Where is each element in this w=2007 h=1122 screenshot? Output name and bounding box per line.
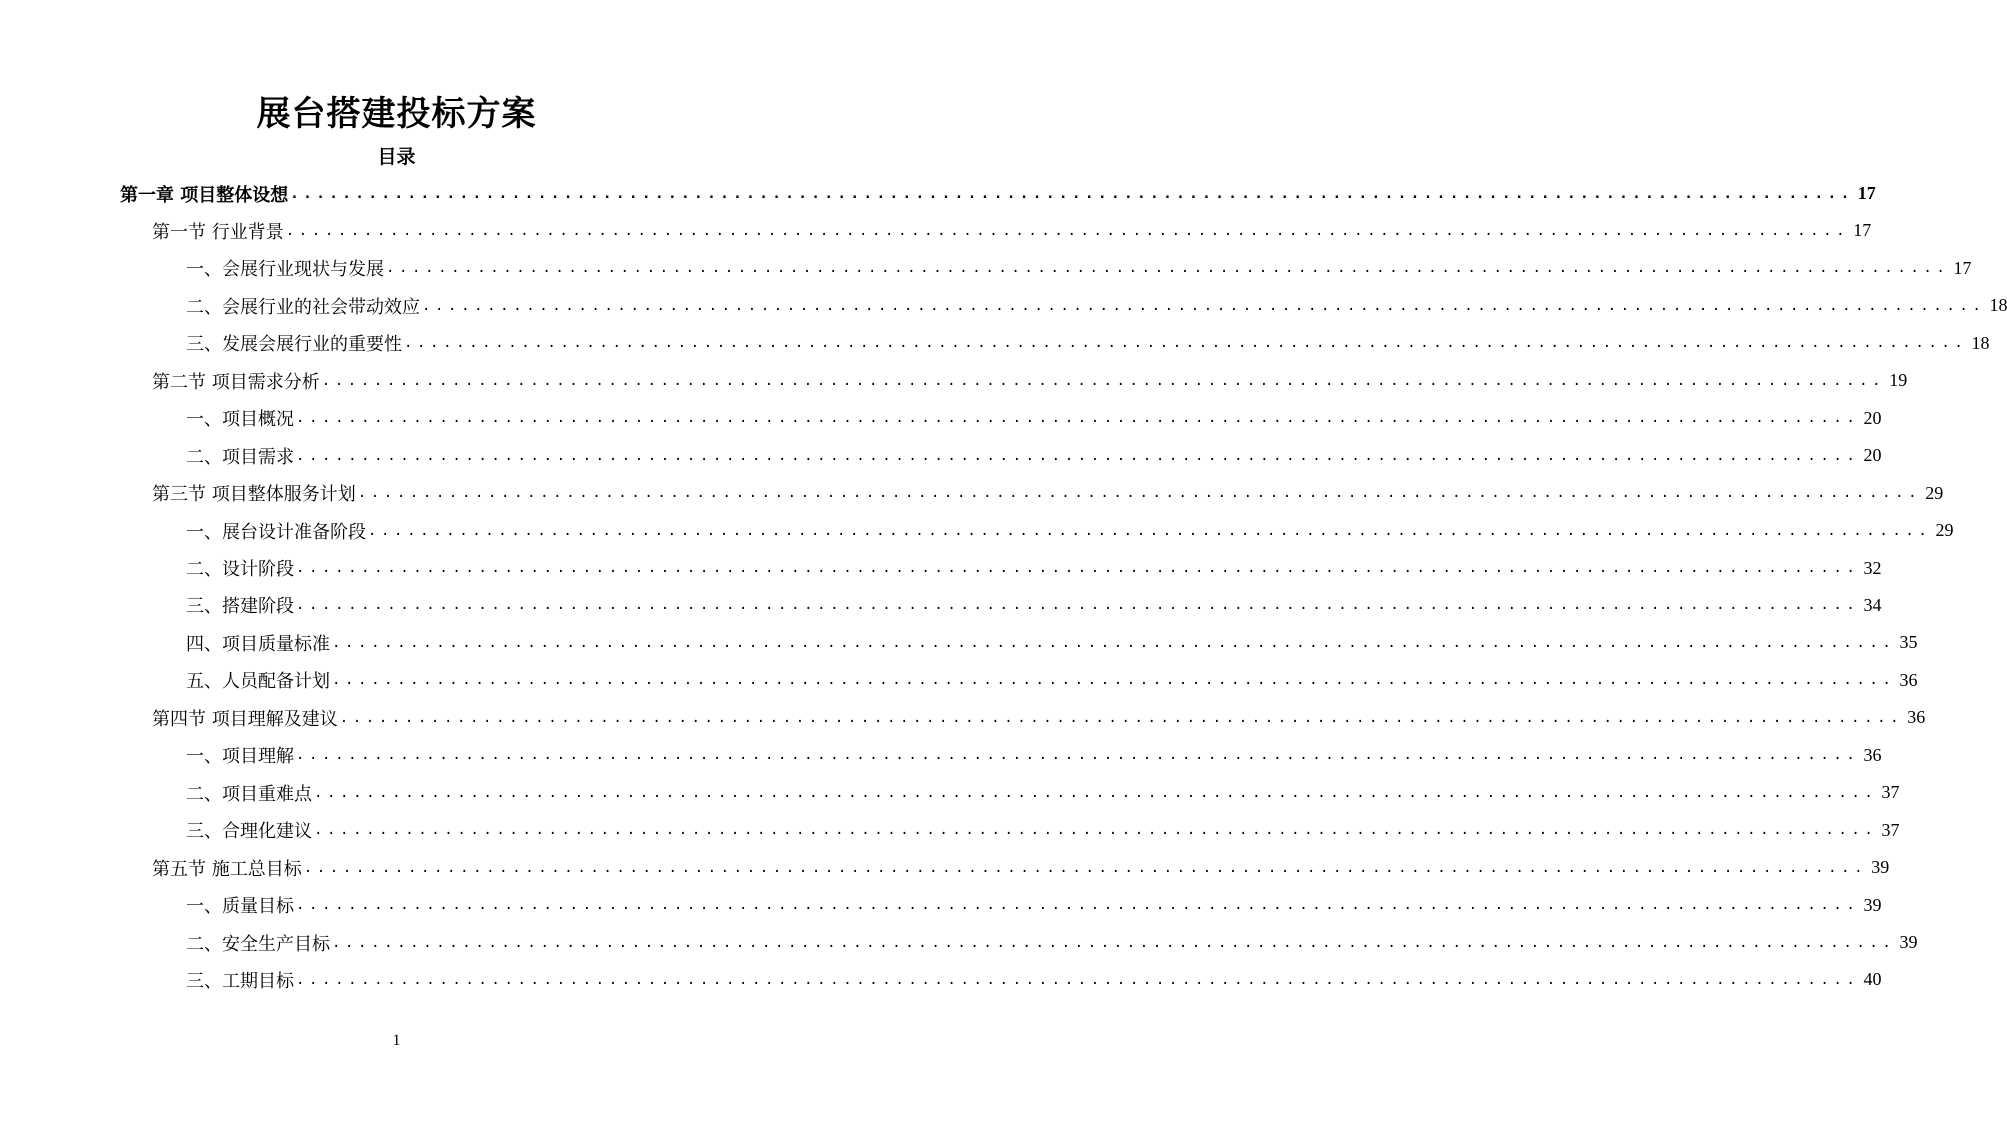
- toc-entry-page: 29: [1935, 520, 1954, 541]
- toc-entry-page: 35: [1899, 632, 1918, 653]
- toc-entry-label: 一、展台设计准备阶段: [186, 521, 366, 543]
- toc-entry-page: 40: [1863, 969, 1882, 990]
- toc-entry-page: 17: [1857, 183, 1876, 203]
- toc-entry-page: 34: [1863, 594, 1882, 615]
- toc-dot-leader: ........................................................................................................................: [314, 784, 1878, 801]
- toc-dot-leader: ........................................................................................................................: [321, 372, 1886, 389]
- toc-dot-leader: ........................................................................................................................: [290, 185, 1854, 202]
- toc-entry-label: 第三节 项目整体服务计划: [152, 484, 356, 506]
- toc-entry-label: 三、工期目标: [186, 970, 294, 992]
- toc-entry[interactable]: [120, 175, 1876, 212]
- toc-entry-label: 一、会展行业现状与发展: [186, 259, 384, 281]
- toc-entry-page: 20: [1863, 407, 1882, 428]
- toc-entry-label: 第二节 项目需求分析: [152, 371, 320, 393]
- toc-entry-page: 39: [1863, 894, 1882, 915]
- toc-entry-label: 三、搭建阶段: [186, 596, 294, 618]
- toc-entry[interactable]: [186, 437, 1882, 474]
- toc-entry[interactable]: [186, 287, 2007, 324]
- toc-entry-label: 第一节 行业背景: [152, 221, 284, 243]
- toc-dot-leader: ........................................................................................................................: [296, 897, 1860, 914]
- toc-entry-page: 32: [1863, 557, 1882, 578]
- toc-entry-label: 四、项目质量标准: [186, 633, 330, 655]
- toc-entry[interactable]: [186, 961, 1882, 998]
- toc-entry[interactable]: [152, 362, 1908, 399]
- toc-entry-label: 二、项目需求: [186, 446, 294, 468]
- page-number: 1: [392, 1032, 401, 1049]
- toc-entry-page: 37: [1881, 782, 1900, 803]
- toc-entry[interactable]: [186, 550, 1882, 587]
- toc-entry[interactable]: [186, 924, 1918, 961]
- toc-entry-label: 二、设计阶段: [186, 559, 294, 580]
- toc-entry-label: 五、人员配备计划: [186, 671, 330, 693]
- toc-entry-page: 20: [1863, 445, 1882, 466]
- toc-dot-leader: ........................................................................................................................: [386, 260, 1950, 277]
- toc-entry-page: 18: [1989, 295, 2007, 316]
- toc-entry-page: 17: [1853, 220, 1872, 241]
- toc-dot-leader: ........................................................................................................................: [296, 447, 1860, 464]
- toc-entry-label: 一、质量目标: [186, 896, 294, 918]
- toc-dot-leader: ........................................................................................................................: [314, 822, 1878, 839]
- toc-entry[interactable]: [186, 737, 1882, 774]
- toc-heading: 目录: [377, 146, 416, 168]
- toc-entry-page: 29: [1925, 482, 1944, 503]
- toc-entry-page: 37: [1881, 819, 1900, 840]
- toc-dot-leader: ........................................................................................................................: [303, 859, 1868, 876]
- toc-entry[interactable]: [152, 699, 1926, 736]
- toc-entry-label: 第五节 施工总目标: [152, 858, 302, 880]
- toc-dot-leader: ........................................................................................................................: [332, 672, 1896, 689]
- toc-entry[interactable]: [186, 774, 1900, 811]
- toc-entry-label: 第四节 项目理解及建议: [152, 708, 338, 730]
- toc-entry[interactable]: [186, 325, 1990, 362]
- toc-dot-leader: ........................................................................................................................: [296, 597, 1860, 614]
- toc-entry-page: 39: [1871, 857, 1890, 878]
- toc-entry[interactable]: [186, 250, 1972, 287]
- toc-dot-leader: ........................................................................................................................: [422, 297, 1986, 314]
- document-title: 展台搭建投标方案: [256, 94, 537, 134]
- toc-entry-page: 18: [1971, 332, 1990, 353]
- toc-dot-leader: ........................................................................................................................: [368, 522, 1932, 539]
- toc-entry-page: 36: [1907, 707, 1926, 728]
- toc-entry-label: 一、项目概况: [186, 409, 294, 431]
- toc-dot-leader: ........................................................................................................................: [332, 934, 1896, 951]
- toc-entry-page: 17: [1953, 257, 1972, 278]
- toc-dot-leader: ........................................................................................................................: [404, 335, 1968, 352]
- toc-entry-page: 19: [1889, 370, 1908, 391]
- toc-dot-leader: ........................................................................................................................: [285, 222, 1850, 239]
- toc-dot-leader: ........................................................................................................................: [296, 410, 1860, 427]
- toc-entry[interactable]: [186, 887, 1882, 924]
- toc-entry[interactable]: [186, 400, 1882, 437]
- toc-entry-label: 二、项目重难点: [186, 783, 312, 805]
- toc-entry-page: 39: [1899, 932, 1918, 952]
- toc-entry[interactable]: [186, 587, 1882, 624]
- toc-entry-page: 36: [1863, 744, 1882, 765]
- toc-entry-label: 一、项目理解: [186, 746, 294, 768]
- toc-dot-leader: ........................................................................................................................: [357, 485, 1922, 502]
- toc-entry[interactable]: [186, 624, 1918, 661]
- toc-entry[interactable]: [186, 512, 1954, 549]
- toc-entry-label: 二、会展行业的社会带动效应: [186, 296, 420, 318]
- toc-dot-leader: ........................................................................................................................: [332, 634, 1896, 651]
- toc-entry[interactable]: [152, 212, 1872, 249]
- toc-entry-label: 三、发展会展行业的重要性: [186, 334, 402, 356]
- toc-dot-leader: ........................................................................................................................: [296, 747, 1860, 764]
- toc-entry-page: 36: [1899, 669, 1918, 690]
- toc-dot-leader: ........................................................................................................................: [339, 709, 1904, 726]
- toc-entry[interactable]: [152, 475, 1944, 512]
- toc-entry-label: 二、安全生产目标: [186, 933, 330, 955]
- toc-entry[interactable]: [186, 812, 1900, 849]
- toc-entry[interactable]: [186, 662, 1918, 699]
- toc-entry-label: 三、合理化建议: [186, 821, 312, 843]
- toc-dot-leader: ........................................................................................................................: [296, 560, 1860, 576]
- toc-entry[interactable]: [152, 849, 1890, 886]
- toc-dot-leader: ........................................................................................................................: [296, 971, 1860, 988]
- toc-entry-label: 第一章 项目整体设想: [120, 184, 289, 206]
